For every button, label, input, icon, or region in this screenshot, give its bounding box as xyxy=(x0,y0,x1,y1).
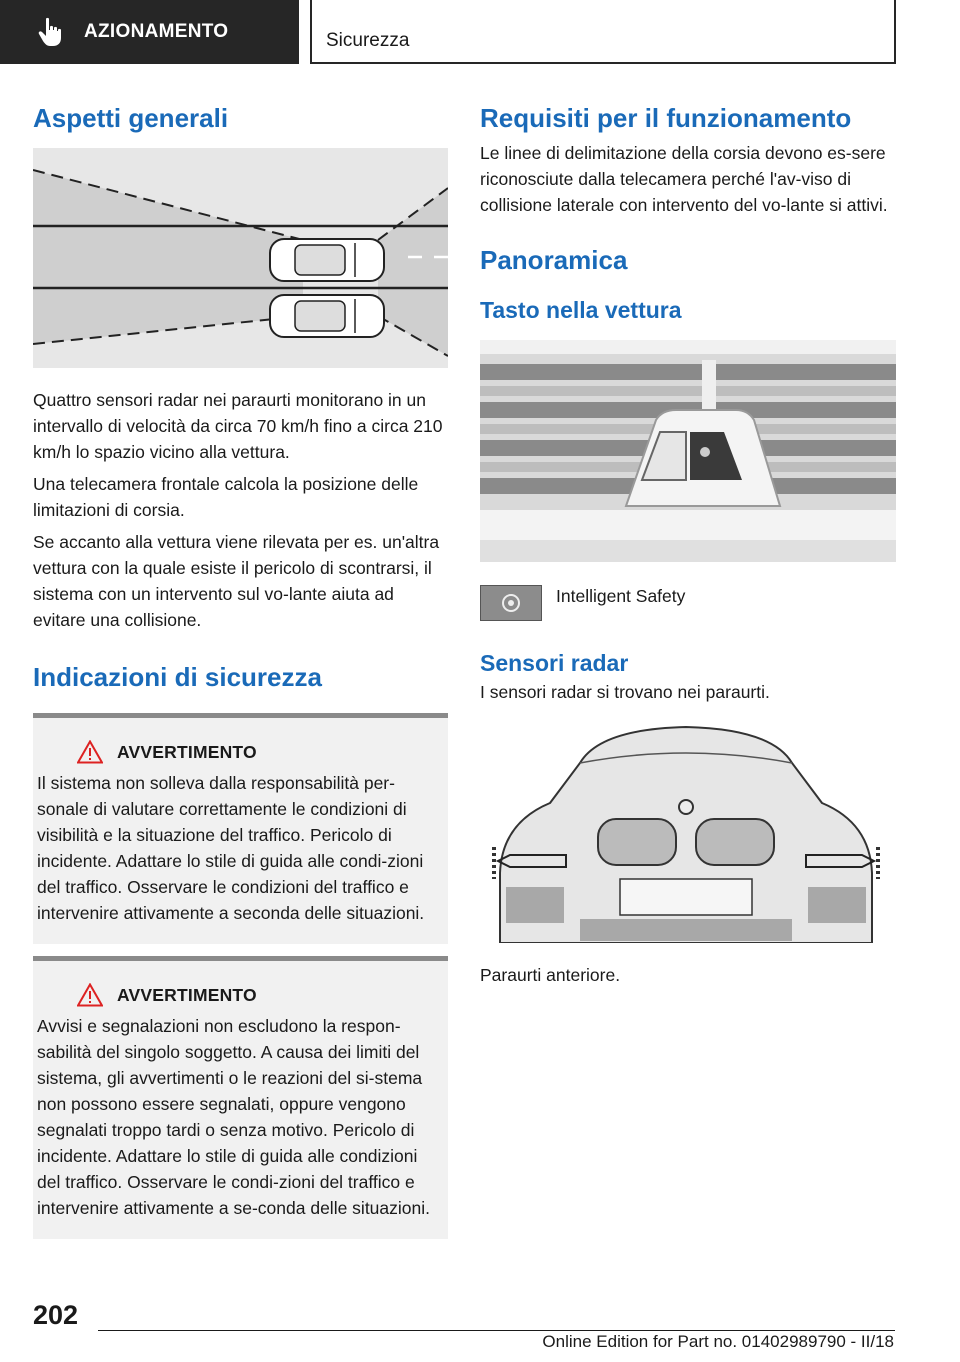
grille-button-figure xyxy=(480,340,896,562)
heading-overview: Panoramica xyxy=(480,245,628,275)
hand-pointer-icon xyxy=(38,17,64,47)
heading-general: Aspetti generali xyxy=(33,103,229,133)
intelligent-safety-button xyxy=(480,585,542,621)
car-bottom xyxy=(270,295,384,337)
heading-requirements: Requisiti per il funzionamento xyxy=(480,103,852,133)
button-label: Intelligent Safety xyxy=(556,586,686,606)
button-row xyxy=(480,585,896,621)
paragraph-radar-range: Quattro sensori radar nei paraurti monitorano in un intervallo di velocità da circa 70 km/h fino a circa 210 km/h lo spazio vicino alla vettura. xyxy=(33,390,443,462)
warning-box-1 xyxy=(33,713,448,944)
warning-box-2 xyxy=(33,956,448,1239)
header-chapter-box xyxy=(310,0,896,64)
section-title: AZIONAMENTO xyxy=(84,21,229,42)
warning-triangle-icon xyxy=(77,983,103,1007)
car-front-figure xyxy=(490,723,882,943)
left-column xyxy=(33,100,448,1239)
header-section-tab xyxy=(0,0,299,64)
heading-safety: Indicazioni di sicurezza xyxy=(33,662,322,692)
paragraph-requirements: Le linee di delimitazione della corsia devono es-sere riconosciute dalla telecamera perché l'av-viso di collisione laterale con intervento del vo-lante si attivi. xyxy=(480,143,888,215)
caption-front-bumper: Paraurti anteriore. xyxy=(480,965,621,985)
page-number: 202 xyxy=(33,1300,79,1330)
warning-title: AVVERTIMENTO xyxy=(117,984,257,1005)
road-radar-figure xyxy=(33,148,448,368)
paragraph-camera: Una telecamera frontale calcola la posizione delle limitazioni di corsia. xyxy=(33,474,419,520)
heading-radar: Sensori radar xyxy=(480,650,629,676)
heading-button: Tasto nella vettura xyxy=(480,297,682,323)
warning-title: AVVERTIMENTO xyxy=(117,741,257,762)
warning-triangle-icon xyxy=(77,740,103,764)
footer-divider xyxy=(98,1330,895,1331)
chapter-title: Sicurezza xyxy=(326,30,410,51)
paragraph-radar: I sensori radar si trovano nei paraurti. xyxy=(480,682,770,702)
right-column xyxy=(480,100,896,988)
warning-text: Avvisi e segnalazioni non escludono la respon-sabilità del singolo soggetto. A causa dei limiti del sistema, gli avvertimenti o le reazioni del si-stema non possono essere segnalati, oppure vengono segnalati troppo tardi o senza motivo. Pericolo di incidente. Adattare lo stile di guida alle condizioni del traffico. Osservare le condi-zioni del traffico e intervenire attivamente a se-conda delle situazioni. xyxy=(37,1016,430,1218)
car-top xyxy=(270,239,384,281)
intelligent-safety-icon xyxy=(501,593,521,613)
paragraph-collision: Se accanto alla vettura viene rilevata per es. un'altra vettura con la quale esiste il pericolo di scontrarsi, il sistema con un intervento sul vo-lante aiuta ad evitare una collisione. xyxy=(33,532,440,630)
edition-info: Online Edition for Part no. 01402989790 - II/18 xyxy=(542,1332,894,1351)
warning-text: Il sistema non solleva dalla responsabilità per-sonale di valutare correttamente le condizioni di visibilità e la situazione del traffico. Pericolo di incidente. Adattare lo stile di guida alle condi-zioni del traffico. Osservare le condizioni del traffico e intervenire attivamente a seconda delle situazioni. xyxy=(37,773,425,923)
